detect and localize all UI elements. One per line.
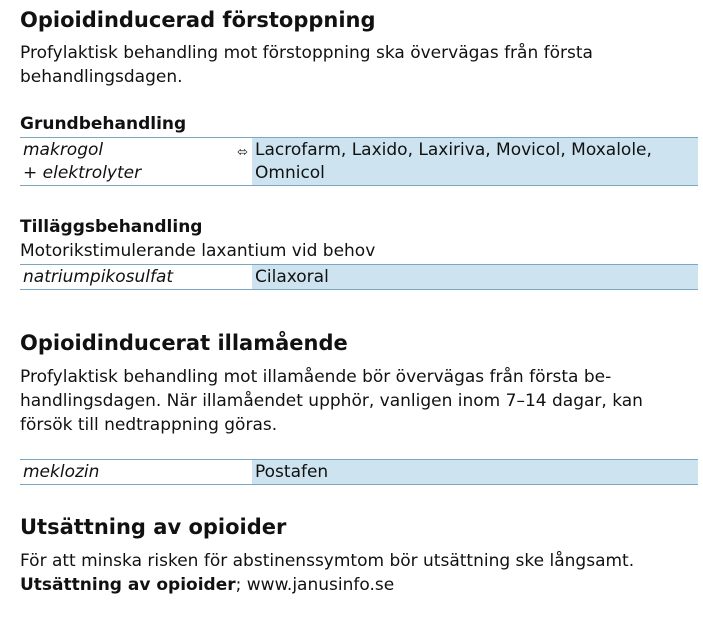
basic-treatment-heading: Grundbehandling xyxy=(20,114,187,134)
section-title-constipation: Opioidinducerad förstoppning xyxy=(20,8,376,32)
addon-treatment-table xyxy=(20,264,698,290)
discontinuation-text-line1: För att minska risken för abstinenssymtom bör utsättning ske långsamt. xyxy=(20,551,635,571)
basic-treatment-table xyxy=(20,137,698,186)
nausea-intro-line1: Profylaktisk behandling mot illamående bör övervägas från första be- xyxy=(20,367,612,387)
products-cell xyxy=(252,138,698,185)
products-cell: Cilaxoral xyxy=(252,265,698,289)
substance-cell: meklozin xyxy=(23,462,100,482)
table-row xyxy=(20,460,698,484)
products-cell: Postafen xyxy=(252,460,698,484)
discontinuation-reference xyxy=(20,573,680,597)
table-row xyxy=(20,265,698,289)
products-line2: Omnicol xyxy=(255,163,325,183)
reference-link-text: ; www.janusinfo.se xyxy=(235,575,395,595)
nausea-intro xyxy=(20,365,680,437)
products-line1: Lacrofarm, Laxido, Laxiriva, Movicol, Moxalole, xyxy=(255,140,652,160)
constipation-intro-line2: behandlingsdagen. xyxy=(20,67,183,87)
substance-cell xyxy=(20,138,252,185)
addon-treatment-subtitle: Motorikstimulerande laxantium vid behov xyxy=(20,241,376,261)
nausea-treatment-table xyxy=(20,459,698,485)
constipation-intro-line1: Profylaktisk behandling mot förstoppning ska övervägas från första xyxy=(20,43,593,63)
section-title-discontinuation: Utsättning av opioider xyxy=(20,515,287,539)
nausea-intro-line3: försök till nedtrappning göras. xyxy=(20,415,278,435)
substance-line2: + elektrolyter xyxy=(23,163,142,183)
interchangeable-icon: ⬄ xyxy=(237,145,248,160)
section-title-nausea: Opioidinducerat illamående xyxy=(20,331,348,355)
table-row xyxy=(20,138,698,185)
constipation-intro xyxy=(20,41,680,89)
reference-title: Utsättning av opioider xyxy=(20,575,236,595)
discontinuation-text xyxy=(20,549,680,597)
substance-cell: natriumpikosulfat xyxy=(23,267,174,287)
addon-treatment-heading: Tilläggsbehandling xyxy=(20,217,203,237)
nausea-intro-line2: handlingsdagen. När illamåendet upphör, vanligen inom 7–14 dagar, kan xyxy=(20,391,643,411)
substance-line1: makrogol xyxy=(23,140,104,160)
